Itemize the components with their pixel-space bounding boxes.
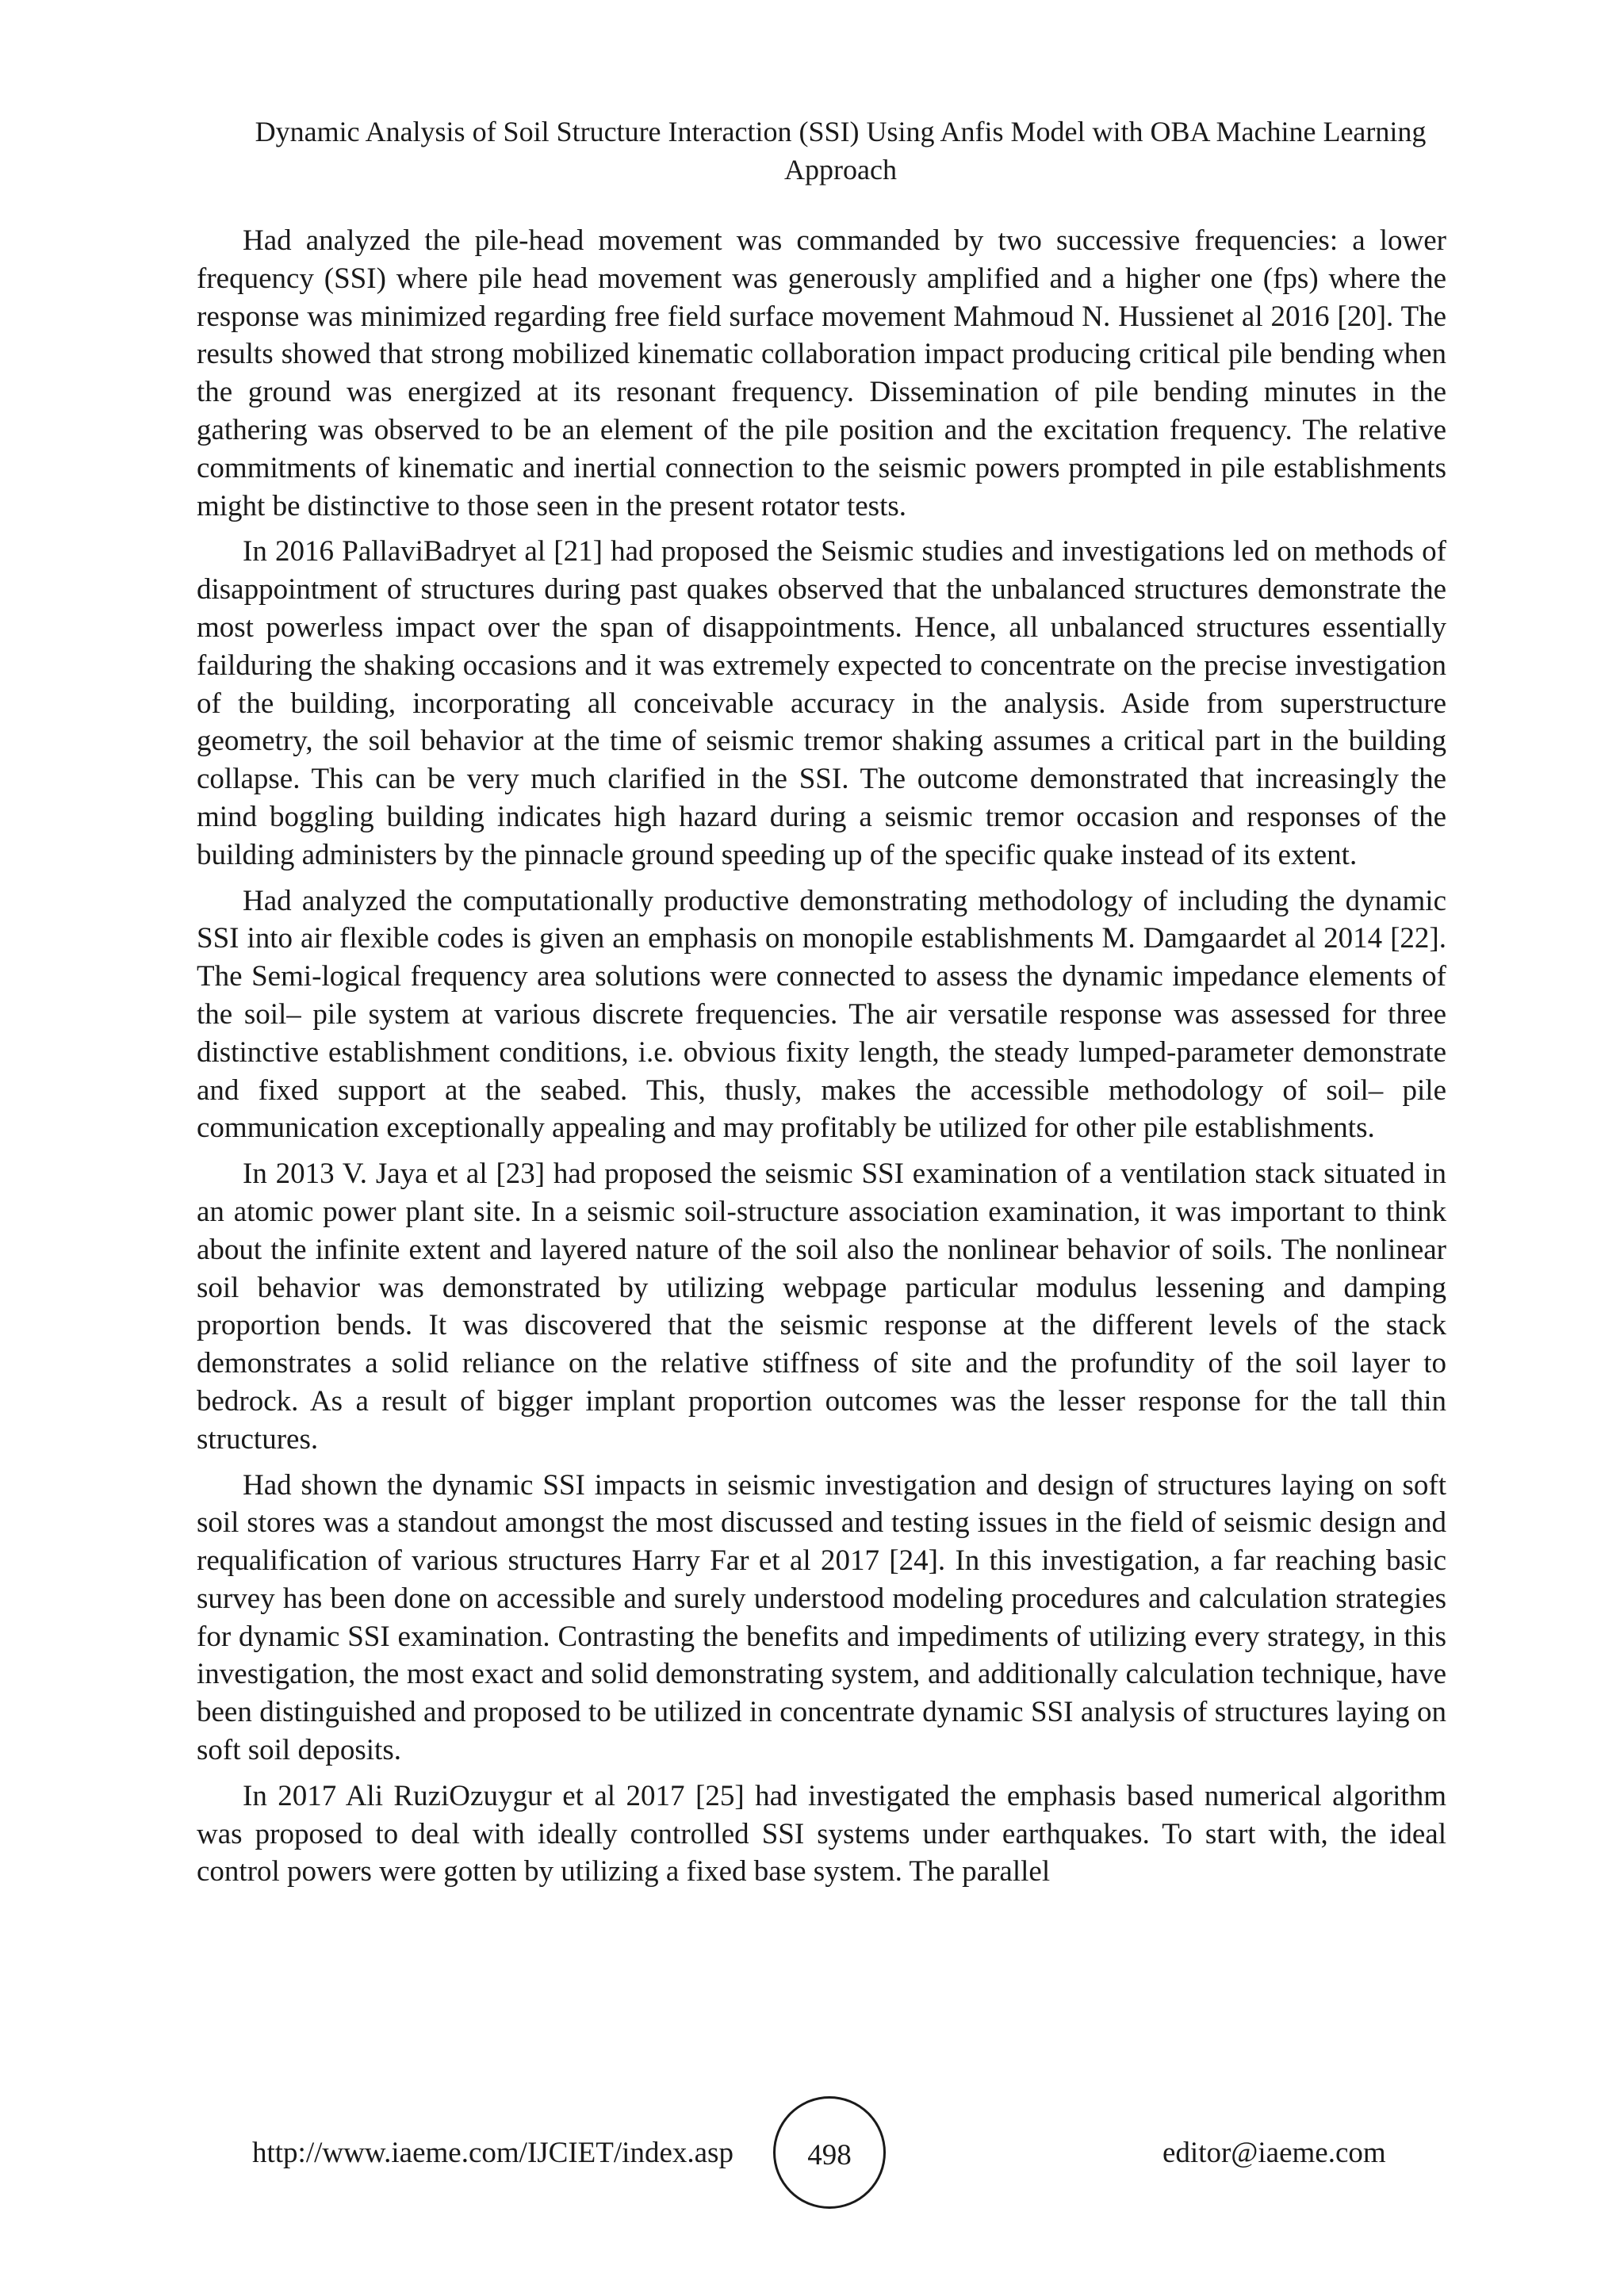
paragraph: In 2017 Ali RuziOzuygur et al 2017 [25] had investigated the emphasis based numerical algorithm was proposed to deal with ideally controlled SSI systems under earthquakes. To start with, the ideal control powers were gotten by utilizing a fixed base system. The parallel <box>197 1779 1446 1888</box>
paragraph: Had shown the dynamic SSI impacts in seismic investigation and design of structures laying on soft soil stores was a standout amongst the most discussed and testing issues in the field of seismic design and requalification of various structures Harry Far et al 2017 [24]. In this investigation, a far reaching basic survey has been done on accessible and surely understood modeling procedures and calculation strategies for dynamic SSI examination. Contrasting the benefits and impediments of utilizing every strategy, in this investigation, the most exact and solid demonstrating system, and additionally calculation technique, have been distinguished and proposed to be utilized in concentrate dynamic SSI analysis of structures laying on soft soil deposits. <box>197 1468 1446 1767</box>
page-number-circle <box>773 2096 886 2209</box>
body-text <box>197 222 1446 1899</box>
footer-email-link[interactable]: editor@iaeme.com <box>1162 2137 1386 2169</box>
paragraph: Had analyzed the pile-head movement was commanded by two successive frequencies: a lower frequency (SSI) where pile head movement was generously amplified and a higher one (fps) where the response was minimized regarding free field surface movement Mahmoud N. Hussienet al 2016 [20]. The results showed that strong mobilized kinematic collaboration impact producing critical pile bending when the ground was energized at its resonant frequency. Dissemination of pile bending minutes in the gathering was observed to be an element of the pile position and the excitation frequency. The relative commitments of kinematic and inertial connection to the seismic powers prompted in pile establishments might be distinctive to those seen in the present rotator tests. <box>197 224 1446 522</box>
paragraph: In 2013 V. Jaya et al [23] had proposed the seismic SSI examination of a ventilation stack situated in an atomic power plant site. In a seismic soil-structure association examination, it was important to think about the infinite extent and layered nature of the soil also the nonlinear behavior of soils. The nonlinear soil behavior was demonstrated by utilizing webpage particular modulus lessening and damping proportion bends. It was discovered that the seismic response at the different levels of the stack demonstrates a solid reliance on the relative stiffness of site and the profundity of the soil layer to bedrock. As a result of bigger implant proportion outcomes was the lesser response for the tall thin structures. <box>197 1158 1446 1456</box>
page-footer <box>0 2085 1624 2244</box>
page-number: 498 <box>807 2139 852 2172</box>
paragraph: In 2016 PallaviBadryet al [21] had proposed the Seismic studies and investigations led on methods of disappointment of structures during past quakes observed that the unbalanced structures demonstrate the most powerless impact over the span of disappointments. Hence, all unbalanced structures essentially failduring the shaking occasions and it was extremely expected to concentrate on the precise investigation of the building, incorporating all conceivable accuracy in the analysis. Aside from superstructure geometry, the soil behavior at the time of seismic tremor shaking assumes a critical part in the building collapse. This can be very much clarified in the SSI. The outcome demonstrated that increasingly the mind boggling building indicates high hazard during a seismic tremor occasion and responses of the building administers by the pinnacle ground speeding up of the specific quake instead of its extent. <box>197 535 1446 871</box>
footer-url-link[interactable]: http://www.iaeme.com/IJCIET/index.asp <box>252 2137 733 2169</box>
paragraph: Had analyzed the computationally productive demonstrating methodology of including the dynamic SSI into air flexible codes is given an emphasis on monopile establishments M. Damgaardet al 2014 [22]. The Semi-logical frequency area solutions were connected to assess the dynamic impedance elements of the soil– pile system at various discrete frequencies. The air versatile response was assessed for three distinctive establishment conditions, i.e. obvious fixity length, the steady lumped-parameter demonstrate and fixed support at the seabed. This, thusly, makes the accessible methodology of soil– pile communication exceptionally appealing and may profitably be utilized for other pile establishments. <box>197 884 1446 1145</box>
running-header: Dynamic Analysis of Soil Structure Interaction (SSI) Using Anfis Model with OBA Machine Learning Approach <box>255 116 1427 186</box>
